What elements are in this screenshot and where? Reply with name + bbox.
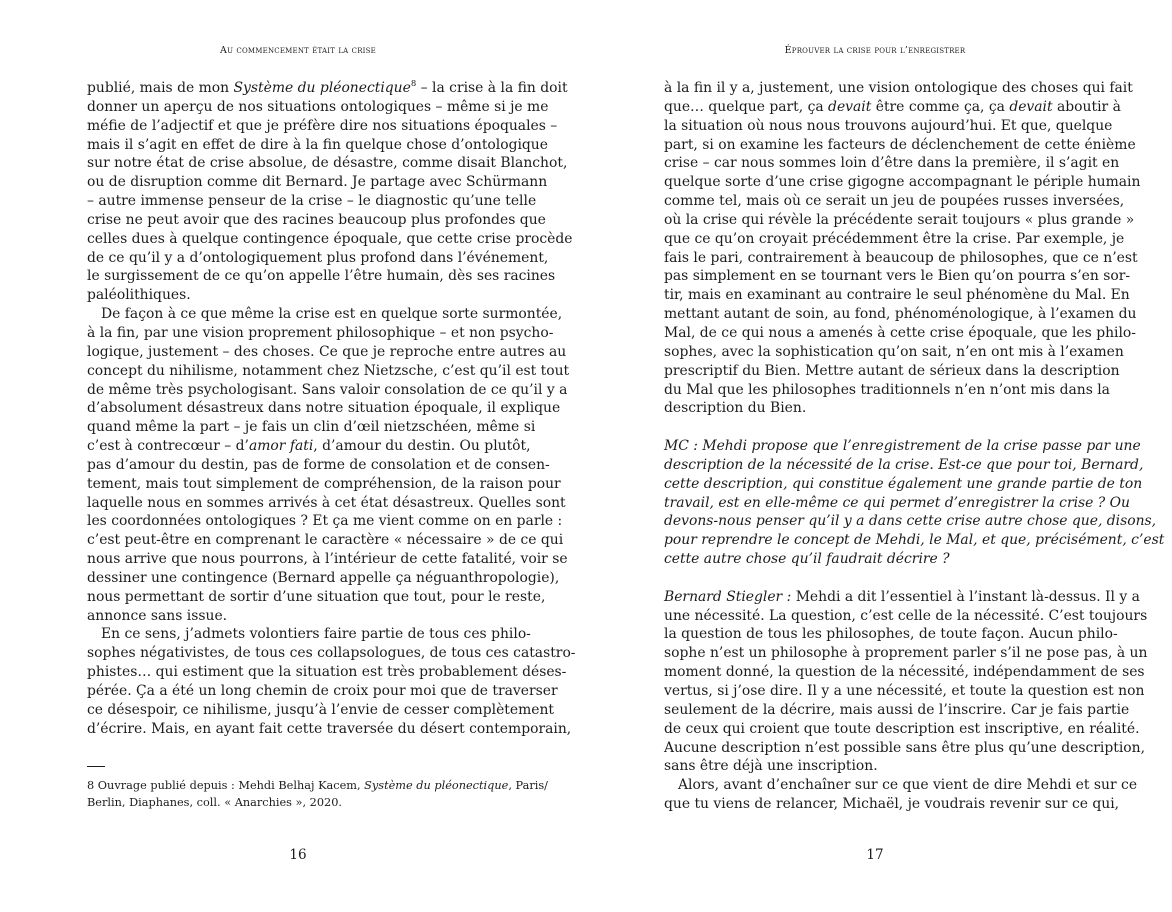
text-line [664,192,1125,211]
text-segment: de même très psychologisant. Sans valoir consolation de ce qu’il y a [87,381,568,398]
text-segment: crise ne peut avoir que des racines beaucoup plus profondes que [87,211,546,228]
text-line [87,475,561,494]
text-segment: le surgissement de ce qu’on appelle l’être humain, dès ses racines [87,268,556,285]
text-line [87,437,531,456]
text-line [664,494,1131,513]
text-segment: pas d’amour du destin, pas de forme de consolation et de consen- [87,456,550,473]
text-line [87,192,537,211]
text-line [87,701,555,720]
text-line [664,343,1124,362]
text-line [664,399,1086,418]
text-segment: de ce qu’il y a d’ontologiquement plus profond dans l’événement, [87,249,549,266]
body-text [664,79,1165,814]
text-line [87,531,564,550]
text-segment: mettant autant de soin, au fond, phénoménologique, à l’examen du [664,306,1137,323]
text-segment: travail, est en elle-même ce qui permet d’enregistrer la crise ? Ou [664,494,1131,511]
text-segment: Bernard Stiegler : [664,588,792,605]
text-segment: seulement de la décrire, mais aussi de l’inscrire. Car je fais partie [664,701,1130,718]
text-segment: donner un aperçu de nos situations ontologiques – même si je me [87,98,549,115]
text-segment: Aucune description n’est possible sans être plus qu’une description, [664,739,1145,756]
text-line [87,644,576,663]
text-line [87,136,548,155]
paragraph-gap [664,569,1086,588]
text-segment: cette description, qui constitue également une grande partie de ton [664,475,1143,492]
text-segment: part, si on examine les facteurs de déclenchement de cette énième [664,136,1136,153]
text-line [664,154,1120,173]
text-segment: MC : Mehdi propose que l’enregistrement de la crise passe par une [664,438,1141,455]
text-line [664,625,1118,644]
text-segment: celles dues à quelque contingence époquale, que cette crise procède [87,230,573,247]
text-line [87,267,556,286]
text-segment: amor fati [248,438,314,455]
text-line [664,701,1130,720]
text-line [87,362,570,381]
footnote-rule [87,766,105,767]
text-line [87,777,548,794]
text-segment: annonce sans issue. [87,607,228,624]
text-line [664,588,1140,607]
text-segment: quand même la part – je fais un clin d’œil nietzschéen, même si [87,419,536,436]
text-segment: dessiner une contingence (Bernard appelle ça néguanthropologie), [87,569,560,586]
text-segment: nous arrive que nous pourrons, à l’intérieur de cette fatalité, voir se [87,551,568,568]
text-segment: 8 Ouvrage publié depuis : Mehdi Belhaj Kacem, [87,779,365,792]
footnote-ref: 8 [410,79,417,89]
text-segment: Système du pléonectique [364,779,509,792]
text-segment: pérée. Ça a été un long chemin de croix pour moi que de traverser [87,683,558,699]
text-line [664,211,1135,230]
text-segment: Mal, de ce qui nous a amenés à cette crise époquale, que les philo- [664,324,1136,341]
text-segment: concept du nihilisme, notamment chez Nietzsche, c’est qu’il est tout [87,362,570,379]
text-segment: devait [1009,98,1053,115]
text-line [664,682,1145,701]
text-segment: prescriptif du Bien. Mettre autant de sérieux dans la description [664,362,1120,379]
text-segment: c’est à contrecœur – d’ [87,438,249,455]
text-line [664,512,1157,531]
text-line [664,117,1113,136]
text-segment: Alors, avant d’enchaîner sur ce que vient de dire Mehdi et sur ce [678,777,1138,794]
text-line [664,475,1143,494]
running-head: Au commencement était la crise [220,45,376,56]
text-segment: être comme ça, ça [871,98,1010,115]
text-segment: sophes, avec la sophistication qu’on sait, n’en ont mis à l’examen [664,343,1124,360]
text-line [87,550,568,569]
text-line [87,682,558,701]
page-number: 17 [866,847,884,863]
body-text [87,79,576,739]
paragraph-gap [664,418,1086,437]
text-line [87,173,548,192]
text-segment: phistes… qui estiment que la situation est très probablement déses- [87,664,567,681]
text-segment: mais il s’agit en effet de dire à la fin quelque chose d’ontologique [87,136,548,153]
text-segment: crise – car nous sommes loin d’être dans la première, il s’agit en [664,155,1120,172]
text-line [87,381,568,400]
text-line [664,249,1138,268]
text-segment: cette autre chose qu’il faudrait décrire ? [664,551,950,568]
text-line [87,607,509,626]
text-segment: laquelle nous en sommes arrivés à cet état désastreux. Quelles sont [87,494,566,511]
text-segment: méfie de l’adjectif et que je préfère dire nos situations époquales – [87,117,558,134]
text-line [87,720,572,739]
text-line [87,588,546,607]
text-segment: ce désespoir, ce nihilisme, jusqu’à l’envie de cesser complètement [87,701,555,718]
text-line [87,625,531,644]
text-segment: sophes négativistes, de tous ces collapsologues, de tous ces catastro- [87,645,576,662]
text-line [87,305,563,324]
text-line [664,607,1148,626]
text-segment: les coordonnées ontologiques ? Et ça me vient comme on en parle : [87,513,563,530]
text-line [87,211,546,230]
text-line [87,117,558,136]
text-segment: pour reprendre le concept de Mehdi, le Mal, et que, précisément, c’est [664,532,1165,549]
text-segment: sophe n’est un philosophe à proprement parler s’il ne pose pas, à un [664,645,1148,662]
text-line [87,79,568,98]
text-line [87,494,566,513]
text-segment: aboutir à [1052,98,1121,115]
text-line [664,98,1121,117]
text-line [87,343,567,362]
text-line [87,663,567,682]
text-segment: que… quelque part, ça [664,98,829,115]
running-head: Éprouver la crise pour l’enregistrer [784,45,966,56]
text-segment: De façon à ce que même la crise est en quelque sorte surmontée, [101,306,563,323]
text-line [87,456,550,475]
text-segment: de ceux qui croient que toute description est inscriptive, en réalité. [664,720,1140,737]
text-line [664,795,1120,814]
text-line [664,437,1141,456]
text-line [664,663,1145,682]
text-segment: vertus, si j’ose dire. Il y a une nécessité, et toute la question est non [664,683,1145,699]
text-segment: nous permettant de sortir d’une situation que tout, pour le reste, [87,588,546,605]
text-segment: c’est peut-être en comprenant le caractère « nécessaire » de ce qui [87,532,564,549]
text-line [664,286,1130,305]
text-line [87,418,536,437]
text-segment: Système du pléonectique [233,80,411,96]
text-segment: sur notre état de crise absolue, de désastre, comme disait Blanchot, [87,155,568,172]
text-line [664,531,1165,550]
text-line [87,286,509,305]
text-line [664,644,1148,663]
text-segment: où la crise qui révèle la précédente serait toujours « plus grande » [664,211,1135,228]
text-segment: Mehdi a dit l’essentiel à l’instant là-dessus. Il y a [791,588,1140,605]
text-segment: Berlin, Diaphanes, coll. « Anarchies », 2020. [87,796,342,809]
text-segment: une nécessité. La question, c’est celle de la nécessité. C’est toujours [664,607,1148,624]
text-line [664,230,1125,249]
right-page [664,0,1165,912]
text-segment: tir, mais en examinant au contraire le seul phénomène du Mal. En [664,287,1130,304]
text-segment: d’écrire. Mais, en ayant fait cette traversée du désert contemporain, [87,720,572,737]
text-line [664,305,1137,324]
text-segment: du Mal que les philosophes traditionnels n’en n’ont mis dans la [664,381,1110,398]
text-segment: comme tel, mais où ce serait un jeu de poupées russes inversées, [664,193,1125,210]
text-segment: fais le pari, contrairement à beaucoup de philosophes, que ce n’est [664,249,1138,266]
text-segment: pas simplement en se tournant vers le Bien qu’on pourra s’en sor- [664,268,1131,285]
text-segment: – autre immense penseur de la crise – le diagnostic qu’une telle [87,193,537,210]
text-line [87,324,554,343]
text-line [664,757,1086,776]
text-segment: la situation où nous nous trouvons aujourd’hui. Et que, quelque [664,117,1113,134]
page-number: 16 [289,847,307,863]
text-segment: à la fin, par une vision proprement philosophique – et non psycho- [87,324,554,341]
text-segment: description du Bien. [664,400,807,417]
text-line [664,776,1138,795]
text-segment: devait [828,98,872,115]
text-segment: la question de tous les philosophes, de toute façon. Aucun philo- [664,626,1118,643]
text-segment: moment donné, la question de la nécessité, indépendamment de ses [664,664,1145,681]
text-line [664,381,1110,400]
text-segment: description de la nécessité de la crise. Est-ce que pour toi, Bernard, [664,456,1144,473]
text-segment: paléolithiques. [87,287,191,304]
text-line [87,249,549,268]
text-segment: logique, justement – des choses. Ce que je reproche entre autres au [87,343,567,360]
text-line [87,98,549,117]
text-segment: tement, mais tout simplement de compréhension, de la raison pour [87,475,561,492]
text-segment: à la fin il y a, justement, une vision ontologique des choses qui fait [664,80,1133,96]
text-line [87,154,568,173]
text-line [664,362,1120,381]
text-line [87,569,560,588]
text-line [664,324,1136,343]
text-segment: que tu viens de relancer, Michaël, je voudrais revenir sur ce qui, [664,796,1120,813]
text-segment: d’absolument désastreux dans notre situation époquale, il explique [87,400,561,417]
text-line [664,79,1133,98]
text-segment: , Paris/ [508,779,548,792]
text-line [664,456,1144,475]
text-segment: En ce sens, j’admets volontiers faire partie de tous ces philo- [101,626,531,643]
text-segment: sans être déjà une inscription. [664,758,878,775]
text-line [664,550,1086,569]
text-segment: , d’amour du destin. Ou plutôt, [313,438,531,455]
text-line [87,512,563,531]
text-line [664,173,1141,192]
text-line [87,399,561,418]
text-segment: publié, mais de mon [87,80,234,96]
text-segment: – la crise à la fin doit [416,80,568,96]
text-line [87,230,573,249]
text-segment: devons-nous penser qu’il y a dans cette crise autre chose que, disons, [664,513,1157,530]
text-line [664,267,1131,286]
text-line [87,794,509,811]
text-line [664,720,1140,739]
left-page [87,0,576,912]
text-line [664,136,1136,155]
text-segment: que ce qu’on croyait précédemment être la crise. Par exemple, je [664,230,1125,247]
text-segment: quelque sorte d’une crise gigogne accompagnant le périple humain [664,174,1141,191]
text-line [664,739,1145,758]
footnote [87,777,548,811]
text-segment: ou de disruption comme dit Bernard. Je partage avec Schürmann [87,174,548,191]
